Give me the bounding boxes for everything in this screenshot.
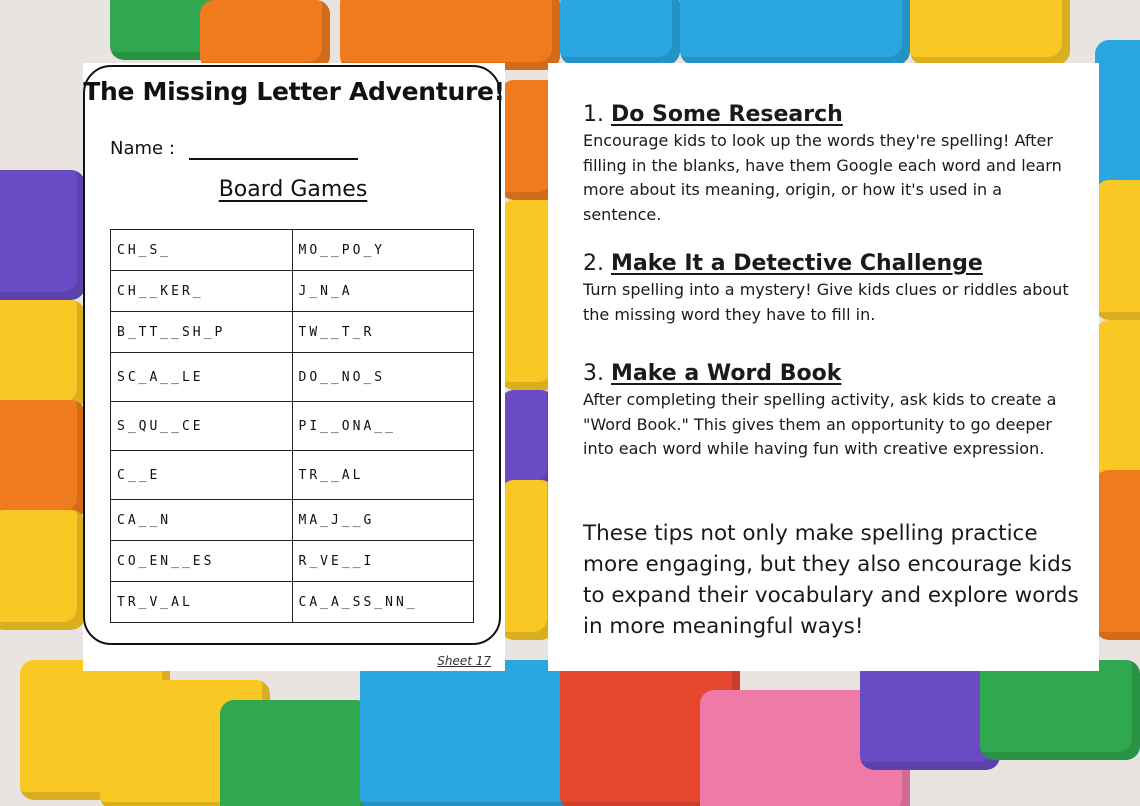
tips-panel (548, 63, 1099, 671)
word-cell: CH__KER_ (111, 271, 293, 312)
tip-heading (583, 250, 1073, 278)
word-cell: MA_J__G (292, 500, 474, 541)
block-glyph-icon: 9 (420, 690, 504, 806)
tip-heading (583, 101, 1073, 129)
worksheet-subject: Board Games (218, 177, 368, 202)
word-cell: PI__ONA__ (292, 402, 474, 451)
tip-word-book (583, 360, 1073, 462)
tip-title: Make a Word Book (611, 361, 842, 386)
word-cell: CA_A_SS_NN_ (292, 582, 474, 623)
word-cell: R_VE__I (292, 541, 474, 582)
tip-detective (583, 250, 1073, 327)
word-cell: S_QU__CE (111, 402, 293, 451)
tip-number: 3. (583, 361, 604, 386)
tip-body: Turn spelling into a mystery! Give kids clues or riddles about the missing word they have to fill in. (583, 280, 1069, 324)
tip-body: After completing their spelling activity, ask kids to create a "Word Book." This gives them an opportunity to go deeper into each word while having fun with creative expression. (583, 390, 1057, 458)
word-cell: TR_V_AL (111, 582, 293, 623)
word-cell: TW__T_R (292, 312, 474, 353)
tip-research (583, 101, 1073, 227)
table-row (111, 582, 474, 623)
tip-body: Encourage kids to look up the words they're spelling! After filling in the blanks, have them Google each word and learn more about its meaning, origin, or how it's used in a sentence. (583, 131, 1062, 224)
word-cell: CH_S_ (111, 230, 293, 271)
table-row (111, 271, 474, 312)
word-cell: MO__PO_Y (292, 230, 474, 271)
table-row (111, 541, 474, 582)
word-cell: C__E (111, 451, 293, 500)
table-row (111, 402, 474, 451)
word-cell: J_N_A (292, 271, 474, 312)
sheet-number: Sheet 17 (437, 654, 491, 668)
table-row (111, 353, 474, 402)
tip-title: Make It a Detective Challenge (611, 251, 983, 276)
word-cell: CA__N (111, 500, 293, 541)
worksheet-panel (83, 63, 505, 671)
tip-number: 1. (583, 102, 604, 127)
table-row (111, 230, 474, 271)
table-row (111, 500, 474, 541)
missing-letter-table (110, 229, 474, 623)
table-row (111, 451, 474, 500)
tip-heading (583, 360, 1073, 388)
tip-title: Do Some Research (611, 102, 843, 127)
word-cell: CO_EN__ES (111, 541, 293, 582)
tip-number: 2. (583, 251, 604, 276)
word-cell: B_TT__SH_P (111, 312, 293, 353)
table-row (111, 312, 474, 353)
word-cell: SC_A__LE (111, 353, 293, 402)
word-cell: DO__NO_S (292, 353, 474, 402)
worksheet-title: The Missing Letter Adventure! (83, 77, 505, 106)
name-label: Name : (110, 138, 175, 159)
word-cell: TR__AL (292, 451, 474, 500)
closing-paragraph: These tips not only make spelling practice more engaging, but they also encourage kids to expand their vocabulary and explore words in more meaningful ways! (583, 521, 1079, 639)
name-blank-line (189, 158, 358, 160)
